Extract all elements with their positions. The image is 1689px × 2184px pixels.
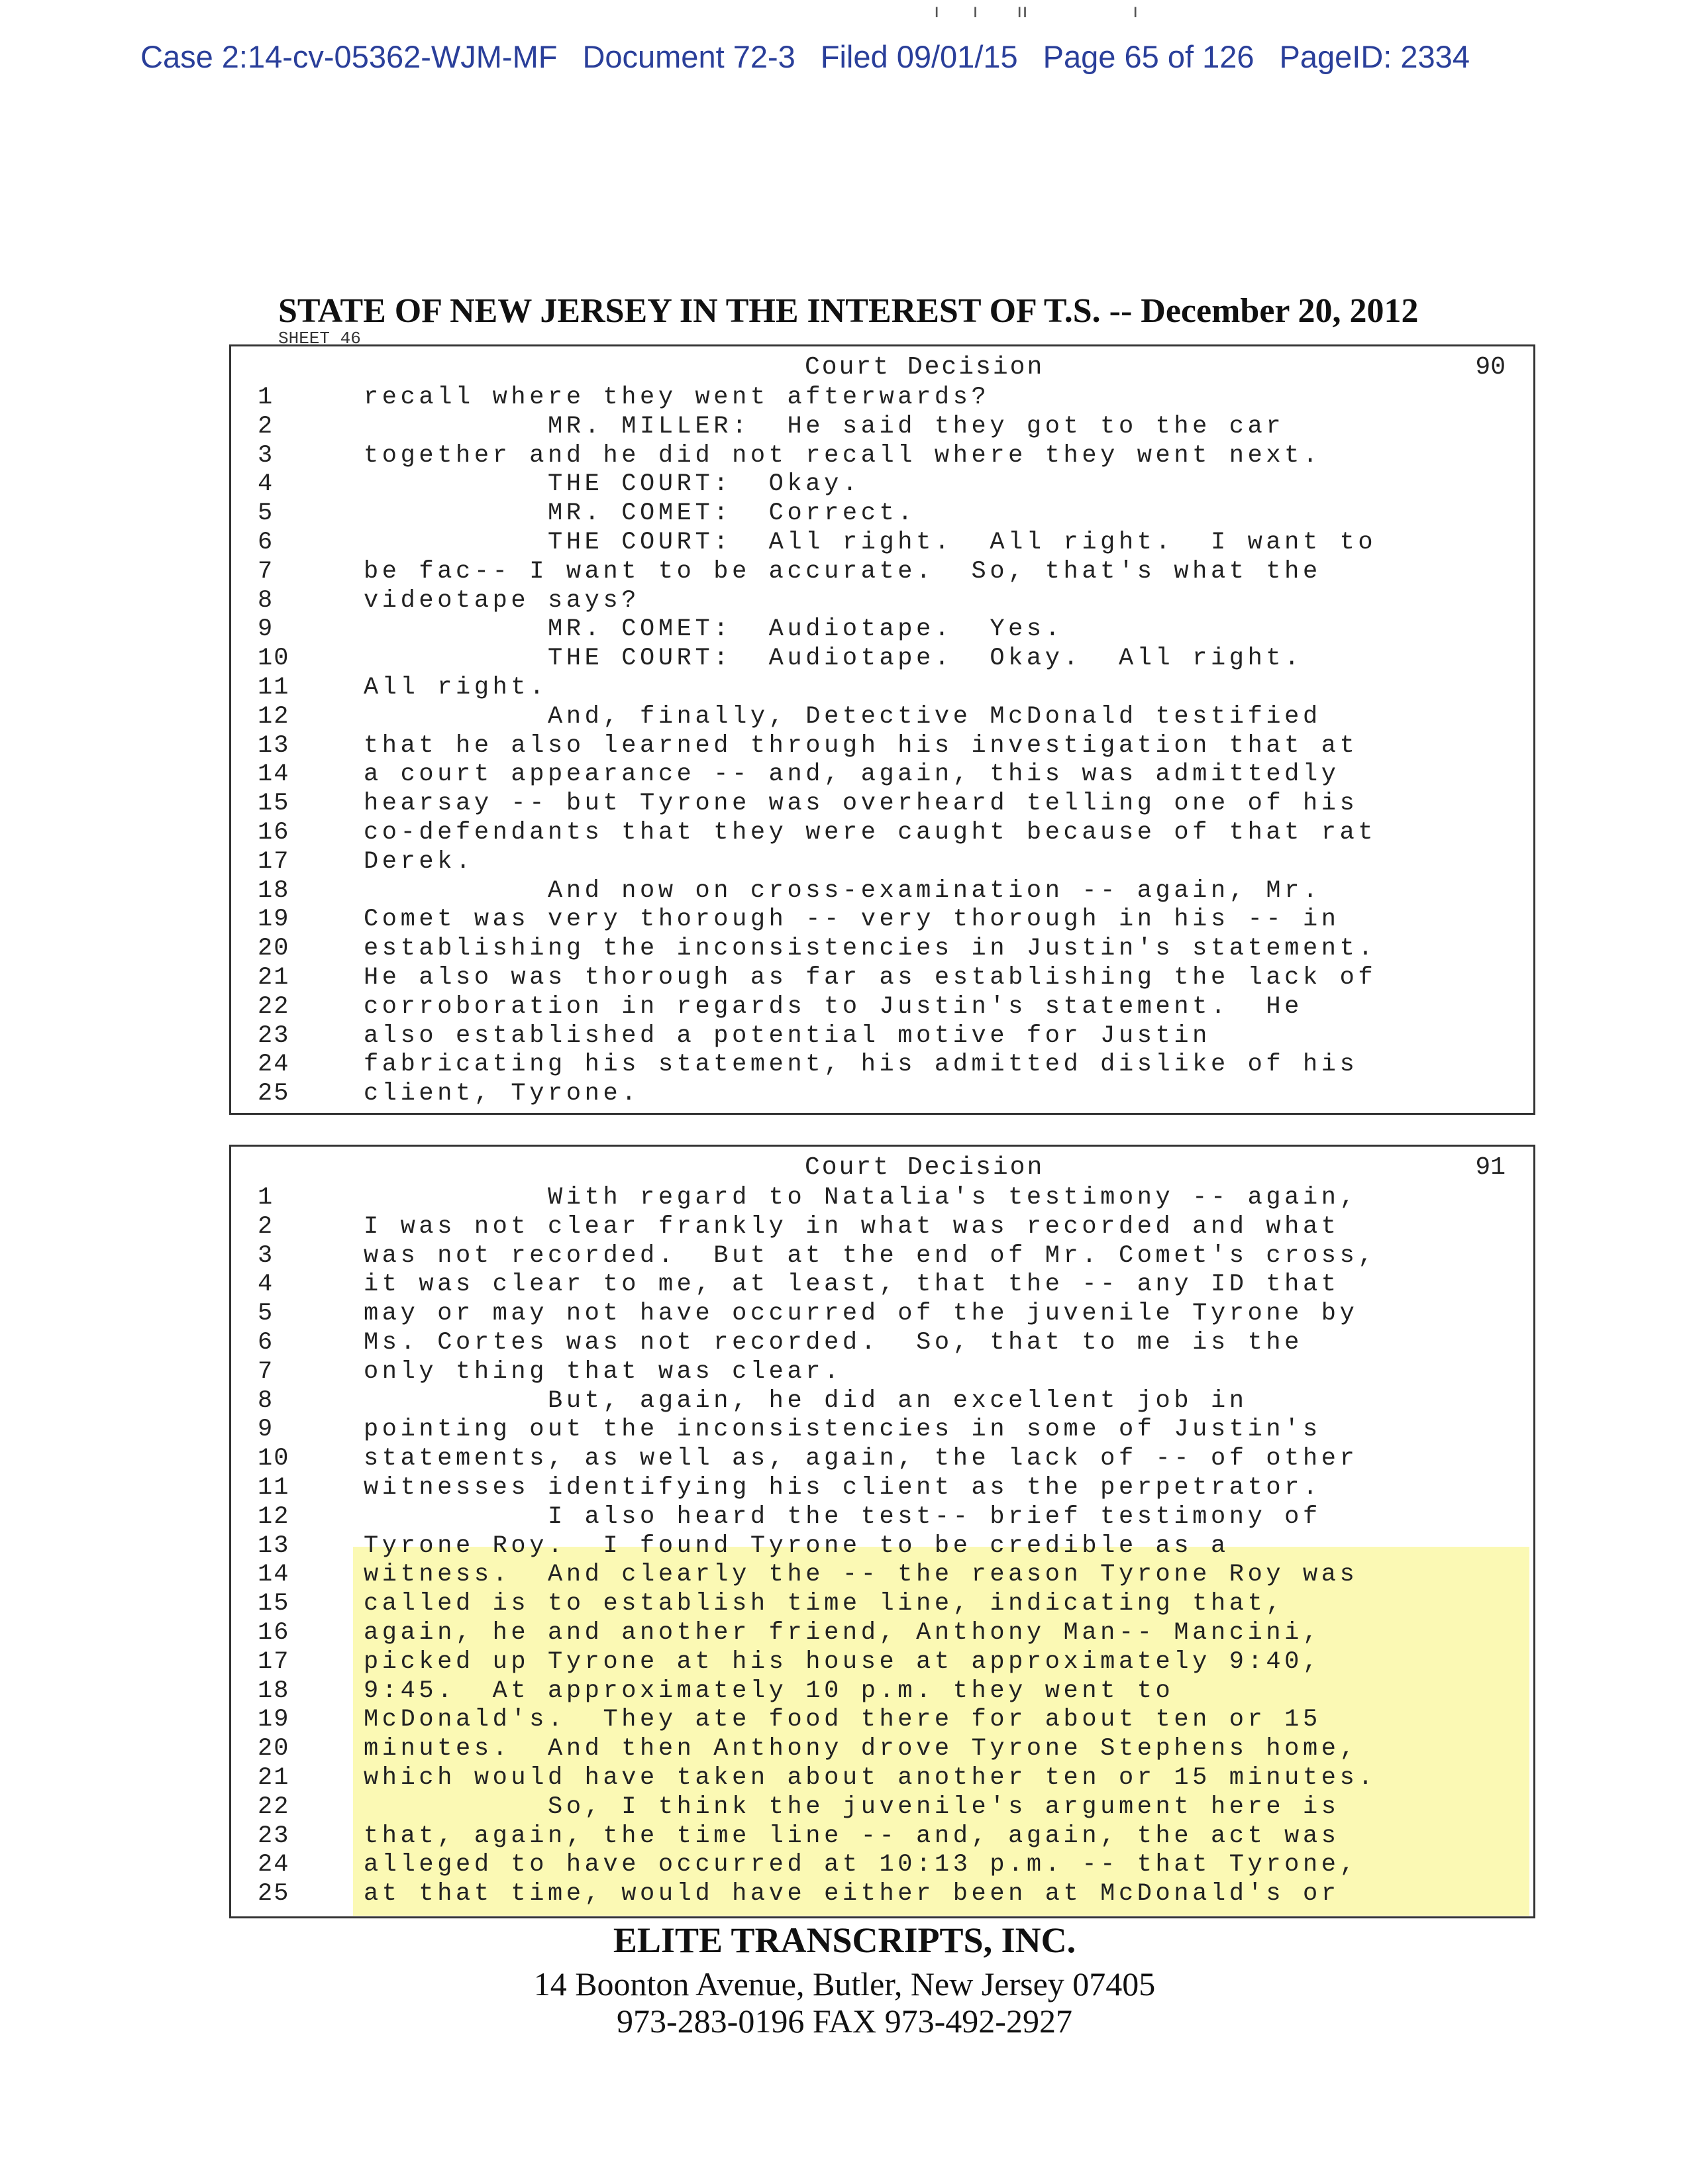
transcript-line bbox=[231, 1706, 1533, 1735]
line-number: 15 bbox=[258, 790, 290, 818]
transcript-line bbox=[231, 1822, 1533, 1851]
line-text: statements, as well as, again, the lack of -- of other bbox=[364, 1445, 1358, 1473]
line-text: be fac-- I want to be accurate. So, that's what the bbox=[364, 557, 1321, 586]
line-number: 23 bbox=[258, 1021, 290, 1050]
transcript-line bbox=[231, 1184, 1533, 1213]
line-text: may or may not have occurred of the juvenile Tyrone by bbox=[364, 1300, 1358, 1328]
line-number: 14 bbox=[258, 1561, 290, 1589]
transcript-line bbox=[231, 1329, 1533, 1358]
line-text: also established a potential motive for Justin bbox=[364, 1021, 1211, 1050]
line-number: 25 bbox=[258, 1880, 290, 1908]
transcript-line bbox=[231, 1851, 1533, 1880]
line-text: I was not clear frankly in what was recorded and what bbox=[364, 1212, 1340, 1241]
line-number: 17 bbox=[258, 1647, 290, 1676]
line-number: 14 bbox=[258, 760, 290, 789]
line-number: 1 bbox=[258, 384, 274, 411]
line-number: 21 bbox=[258, 963, 290, 992]
transcript-line bbox=[231, 1590, 1533, 1619]
line-number: 1 bbox=[258, 1184, 274, 1212]
line-text: fabricating his statement, his admitted dislike of his bbox=[364, 1051, 1358, 1079]
transcript-line bbox=[231, 499, 1533, 529]
line-text: together and he did not recall where they went next. bbox=[364, 441, 1321, 470]
transcript-line bbox=[231, 587, 1533, 616]
transcript-line bbox=[231, 413, 1533, 442]
transcript-line bbox=[231, 1051, 1533, 1080]
line-number: 7 bbox=[258, 557, 274, 586]
line-number: 15 bbox=[258, 1590, 290, 1618]
transcript-line bbox=[231, 848, 1533, 877]
line-number: 17 bbox=[258, 847, 290, 876]
line-text: hearsay -- but Tyrone was overheard telling one of his bbox=[364, 790, 1358, 818]
line-number: 19 bbox=[258, 906, 290, 934]
line-text: MR. COMET: Correct. bbox=[364, 499, 917, 528]
line-text: 9:45. At approximately 10 p.m. they went to bbox=[364, 1677, 1174, 1705]
line-text: Tyrone Roy. I found Tyrone to be credible as a bbox=[364, 1532, 1229, 1560]
line-text: But, again, he did an excellent job in bbox=[364, 1386, 1248, 1415]
transcript-line bbox=[231, 645, 1533, 674]
line-text: recall where they went afterwards? bbox=[364, 384, 990, 411]
line-text: picked up Tyrone at his house at approximately 9:40, bbox=[364, 1647, 1321, 1676]
page-header-title: Court Decision bbox=[805, 1153, 1045, 1182]
document-number: Document 72-3 bbox=[582, 39, 795, 74]
page-count: Page 65 of 126 bbox=[1043, 39, 1254, 74]
transcript-line bbox=[231, 1503, 1533, 1532]
transcript-line bbox=[231, 1619, 1533, 1648]
line-text: THE COURT: All right. All right. I want to bbox=[364, 528, 1377, 556]
transcript-line bbox=[231, 1358, 1533, 1387]
line-number: 16 bbox=[258, 1618, 290, 1647]
page-header bbox=[231, 353, 1533, 382]
line-text: at that time, would have either been at McDonald's or bbox=[364, 1880, 1340, 1908]
line-number: 18 bbox=[258, 1677, 290, 1705]
line-text: With regard to Natalia's testimony -- again, bbox=[364, 1184, 1358, 1212]
transcript-line bbox=[231, 1793, 1533, 1822]
line-text: alleged to have occurred at 10:13 p.m. -- that Tyrone, bbox=[364, 1851, 1358, 1879]
transcript-line bbox=[231, 1561, 1533, 1590]
page-number: 90 bbox=[1475, 353, 1506, 382]
transcript-lines bbox=[231, 384, 1533, 1109]
transcript-line bbox=[231, 529, 1533, 558]
line-text: client, Tyrone. bbox=[364, 1080, 640, 1108]
transcript-line bbox=[231, 703, 1533, 732]
transcript-line bbox=[231, 1532, 1533, 1561]
line-number: 25 bbox=[258, 1080, 290, 1108]
transcript-line bbox=[231, 935, 1533, 964]
line-text: that he also learned through his investigation that at bbox=[364, 731, 1358, 760]
line-number: 20 bbox=[258, 1735, 290, 1763]
line-number: 2 bbox=[258, 412, 274, 441]
line-number: 22 bbox=[258, 992, 290, 1021]
line-text: which would have taken about another ten or 15 minutes. bbox=[364, 1763, 1377, 1792]
line-text: MR. MILLER: He said they got to the car bbox=[364, 412, 1285, 441]
line-number: 12 bbox=[258, 1502, 290, 1531]
footer-phone: 973-283-0196 FAX 973-492-2927 bbox=[617, 2002, 1072, 2040]
line-number: 7 bbox=[258, 1357, 274, 1386]
line-number: 24 bbox=[258, 1051, 290, 1079]
line-number: 6 bbox=[258, 528, 274, 556]
transcript-line bbox=[231, 558, 1533, 587]
line-text: McDonald's. They ate food there for about ten or 15 bbox=[364, 1706, 1321, 1734]
transcript-line bbox=[231, 1648, 1533, 1677]
line-number: 11 bbox=[258, 673, 290, 702]
line-text: pointing out the inconsistencies in some of Justin's bbox=[364, 1416, 1321, 1444]
line-text: MR. COMET: Audiotape. Yes. bbox=[364, 615, 1064, 644]
line-number: 8 bbox=[258, 586, 274, 615]
line-number: 24 bbox=[258, 1851, 290, 1879]
transcript-line bbox=[231, 615, 1533, 645]
case-number: Case 2:14-cv-05362-WJM-MF bbox=[140, 39, 558, 74]
line-number: 3 bbox=[258, 1241, 274, 1270]
transcript-line bbox=[231, 470, 1533, 499]
transcript-line bbox=[231, 993, 1533, 1022]
line-number: 10 bbox=[258, 1445, 290, 1473]
line-text: All right. bbox=[364, 673, 548, 702]
transcript-line bbox=[231, 1445, 1533, 1474]
line-text: corroboration in regards to Justin's statement. He bbox=[364, 992, 1303, 1021]
line-number: 16 bbox=[258, 818, 290, 847]
transcript-lines bbox=[231, 1184, 1533, 1909]
line-text: So, I think the juvenile's argument here is bbox=[364, 1793, 1340, 1821]
line-number: 3 bbox=[258, 441, 274, 470]
line-text: THE COURT: Audiotape. Okay. All right. bbox=[364, 645, 1303, 673]
line-text: And, finally, Detective McDonald testified bbox=[364, 702, 1321, 731]
line-number: 20 bbox=[258, 935, 290, 963]
page-id: PageID: 2334 bbox=[1279, 39, 1470, 74]
transcript-line bbox=[231, 1764, 1533, 1793]
line-text: witnesses identifying his client as the perpetrator. bbox=[364, 1473, 1321, 1502]
transcript-line bbox=[231, 1416, 1533, 1445]
transcript-line bbox=[231, 1387, 1533, 1416]
line-text: witness. And clearly the -- the reason Tyrone Roy was bbox=[364, 1561, 1358, 1589]
line-number: 23 bbox=[258, 1822, 290, 1850]
transcript-line bbox=[231, 674, 1533, 703]
line-number: 9 bbox=[258, 1416, 274, 1444]
line-text: establishing the inconsistencies in Justin's statement. bbox=[364, 935, 1377, 963]
line-text: co-defendants that they were caught because of that rat bbox=[364, 818, 1377, 847]
page-number: 91 bbox=[1475, 1153, 1506, 1182]
case-header bbox=[140, 38, 1495, 75]
transcript-line bbox=[231, 877, 1533, 906]
transcript-line bbox=[231, 1271, 1533, 1300]
filed-date: Filed 09/01/15 bbox=[820, 39, 1018, 74]
line-text: Ms. Cortes was not recorded. So, that to me is the bbox=[364, 1328, 1303, 1357]
line-text: minutes. And then Anthony drove Tyrone Stephens home, bbox=[364, 1735, 1358, 1763]
line-number: 2 bbox=[258, 1212, 274, 1241]
transcript-page-91 bbox=[229, 1145, 1535, 1918]
line-number: 8 bbox=[258, 1386, 274, 1415]
line-text: a court appearance -- and, again, this was admittedly bbox=[364, 760, 1340, 789]
transcript-line bbox=[231, 906, 1533, 935]
line-number: 21 bbox=[258, 1763, 290, 1792]
line-text: called is to establish time line, indicating that, bbox=[364, 1590, 1285, 1618]
line-text: it was clear to me, at least, that the -- any ID that bbox=[364, 1271, 1340, 1299]
line-text: THE COURT: Okay. bbox=[364, 470, 861, 499]
sheet-label: SHEET 46 bbox=[278, 329, 361, 348]
transcript-line bbox=[231, 1474, 1533, 1503]
footer-company: ELITE TRANSCRIPTS, INC. bbox=[613, 1920, 1076, 1960]
line-text: was not recorded. But at the end of Mr. Comet's cross, bbox=[364, 1241, 1377, 1270]
transcript-line bbox=[231, 819, 1533, 848]
transcript-line bbox=[231, 1022, 1533, 1051]
scan-artifact: ı ı ıı ı bbox=[934, 0, 1139, 22]
line-text: Comet was very thorough -- very thorough in his -- in bbox=[364, 906, 1340, 934]
line-number: 13 bbox=[258, 1532, 290, 1560]
line-number: 4 bbox=[258, 1271, 274, 1299]
line-text: Derek. bbox=[364, 847, 474, 876]
line-text: I also heard the test-- brief testimony of bbox=[364, 1502, 1321, 1531]
line-text: He also was thorough as far as establishing the lack of bbox=[364, 963, 1377, 992]
transcript-line bbox=[231, 1880, 1533, 1909]
transcript-line bbox=[231, 1213, 1533, 1242]
line-number: 19 bbox=[258, 1706, 290, 1734]
line-text: videotape says? bbox=[364, 586, 640, 615]
transcript-line bbox=[231, 384, 1533, 413]
transcript-line bbox=[231, 964, 1533, 993]
line-number: 12 bbox=[258, 702, 290, 731]
page-header-title: Court Decision bbox=[805, 353, 1045, 382]
line-number: 13 bbox=[258, 731, 290, 760]
line-number: 4 bbox=[258, 470, 274, 499]
document-title: STATE OF NEW JERSEY IN THE INTEREST OF T.S. -- December 20, 2012 bbox=[278, 292, 1419, 330]
line-number: 9 bbox=[258, 615, 274, 644]
transcript-page-90 bbox=[229, 344, 1535, 1115]
transcript-line bbox=[231, 760, 1533, 790]
page-header bbox=[231, 1153, 1533, 1182]
line-number: 6 bbox=[258, 1328, 274, 1357]
line-number: 18 bbox=[258, 876, 290, 905]
line-number: 5 bbox=[258, 499, 274, 528]
line-text: that, again, the time line -- and, again, the act was bbox=[364, 1822, 1340, 1850]
line-text: And now on cross-examination -- again, Mr. bbox=[364, 876, 1321, 905]
transcript-line bbox=[231, 790, 1533, 819]
transcript-line bbox=[231, 442, 1533, 471]
transcript-line bbox=[231, 1242, 1533, 1271]
line-number: 10 bbox=[258, 645, 290, 673]
line-number: 22 bbox=[258, 1793, 290, 1821]
transcript-line bbox=[231, 1735, 1533, 1764]
line-number: 5 bbox=[258, 1300, 274, 1328]
transcript-line bbox=[231, 1300, 1533, 1329]
line-text: only thing that was clear. bbox=[364, 1357, 843, 1386]
line-number: 11 bbox=[258, 1473, 290, 1502]
transcript-line bbox=[231, 1677, 1533, 1706]
footer-address: 14 Boonton Avenue, Butler, New Jersey 07405 bbox=[533, 1965, 1156, 2002]
transcript-line bbox=[231, 1080, 1533, 1109]
transcript-line bbox=[231, 732, 1533, 761]
line-text: again, he and another friend, Anthony Man-- Mancini, bbox=[364, 1618, 1321, 1647]
